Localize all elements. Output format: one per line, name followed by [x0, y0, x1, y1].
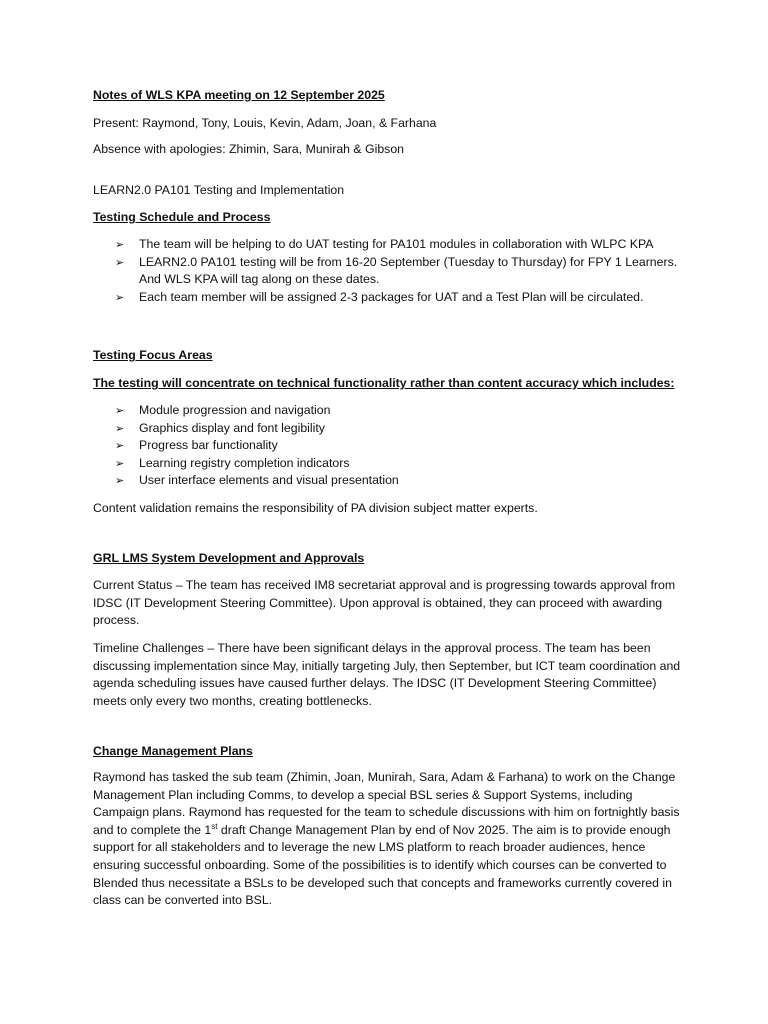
learn-heading: LEARN2.0 PA101 Testing and Implementation	[93, 183, 345, 197]
arrowhead-bullet-icon: ➢	[115, 404, 125, 417]
list-item-text: User interface elements and visual presentation	[139, 473, 399, 488]
list-item	[93, 402, 683, 420]
schedule-heading: Testing Schedule and Process	[93, 210, 271, 224]
list-item	[93, 236, 683, 254]
focus-heading: Testing Focus Areas	[93, 348, 213, 362]
arrowhead-bullet-icon: ➢	[115, 474, 125, 488]
list-item	[93, 472, 683, 490]
list-item	[93, 254, 683, 289]
timeline-paragraph: Timeline Challenges – There have been significant delays in the approval process. The team has been discussing implementation since May, initially targeting July, then September, but ICT team coordination and agenda scheduling issues have caused further delays. The IDSC (IT Development Steering Committee) meets only every two months, creating bottlenecks.	[93, 641, 681, 708]
content-validation: Content validation remains the responsibility of PA division subject matter experts.	[93, 501, 538, 515]
list-item-text: Graphics display and font legibility	[139, 420, 325, 435]
doc-title: Notes of WLS KPA meeting on 12 September 2025	[93, 88, 385, 102]
ordinal-suffix: st	[211, 821, 218, 831]
arrowhead-bullet-icon: ➢	[115, 255, 125, 269]
arrowhead-bullet-icon: ➢	[115, 238, 125, 251]
list-item-text: Each team member will be assigned 2-3 packages for UAT and a Test Plan will be circulated.	[139, 289, 644, 304]
list-item	[93, 420, 683, 438]
list-item-text: Module progression and navigation	[139, 403, 331, 417]
absence-line: Absence with apologies: Zhimin, Sara, Munirah & Gibson	[93, 142, 404, 156]
list-item	[93, 455, 683, 473]
change-text-part2: draft Change Management Plan by end of Nov 2025. The aim is to provide enough support for all stakeholders and to leverage the new LMS platform to reach broader audiences, hence ensuring successful onboarding. Some of the possibilities is to identify which courses can be converted to Blended thus necessitate a BSLs to be developed such that concepts and frameworks currently covered in class can be converted into BSL.	[93, 822, 672, 908]
current-status-paragraph: Current Status – The team has received IM8 secretariat approval and is progressing towards approval from IDSC (IT Development Steering Committee). Upon approval is obtained, they can proceed with awarding process.	[93, 578, 676, 628]
list-item-text: LEARN2.0 PA101 testing will be from 16-20 September (Tuesday to Thursday) for FPY 1 Learners. And WLS KPA will tag along on these dates.	[139, 254, 678, 287]
change-heading: Change Management Plans	[93, 744, 253, 758]
list-item	[93, 437, 683, 455]
arrowhead-bullet-icon: ➢	[115, 290, 125, 304]
focus-list	[93, 402, 683, 490]
grl-heading: GRL LMS System Development and Approvals	[93, 551, 365, 565]
schedule-list	[93, 236, 683, 306]
arrowhead-bullet-icon: ➢	[115, 421, 125, 435]
list-item-text: The team will be helping to do UAT testing for PA101 modules in collaboration with WLPC KPA	[139, 237, 654, 251]
arrowhead-bullet-icon: ➢	[115, 439, 125, 453]
list-item-text: Learning registry completion indicators	[139, 455, 350, 470]
present-line: Present: Raymond, Tony, Louis, Kevin, Adam, Joan, & Farhana	[93, 116, 437, 130]
change-paragraph	[93, 769, 683, 910]
list-item-text: Progress bar functionality	[139, 438, 278, 453]
focus-intro: The testing will concentrate on technical functionality rather than content accuracy which includes:	[93, 376, 675, 390]
list-item	[93, 289, 683, 307]
arrowhead-bullet-icon: ➢	[115, 456, 125, 470]
change-text-part1: Raymond has tasked the sub team (Zhimin, Joan, Munirah, Sara, Adam & Farhana) to work on the Change Management Plan including Comms, to develop a special BSL series & Support Systems, including Campaign plans. Raymond has requested for the team to schedule discussions with him on fortnightly basis and to complete the 1	[93, 770, 680, 837]
